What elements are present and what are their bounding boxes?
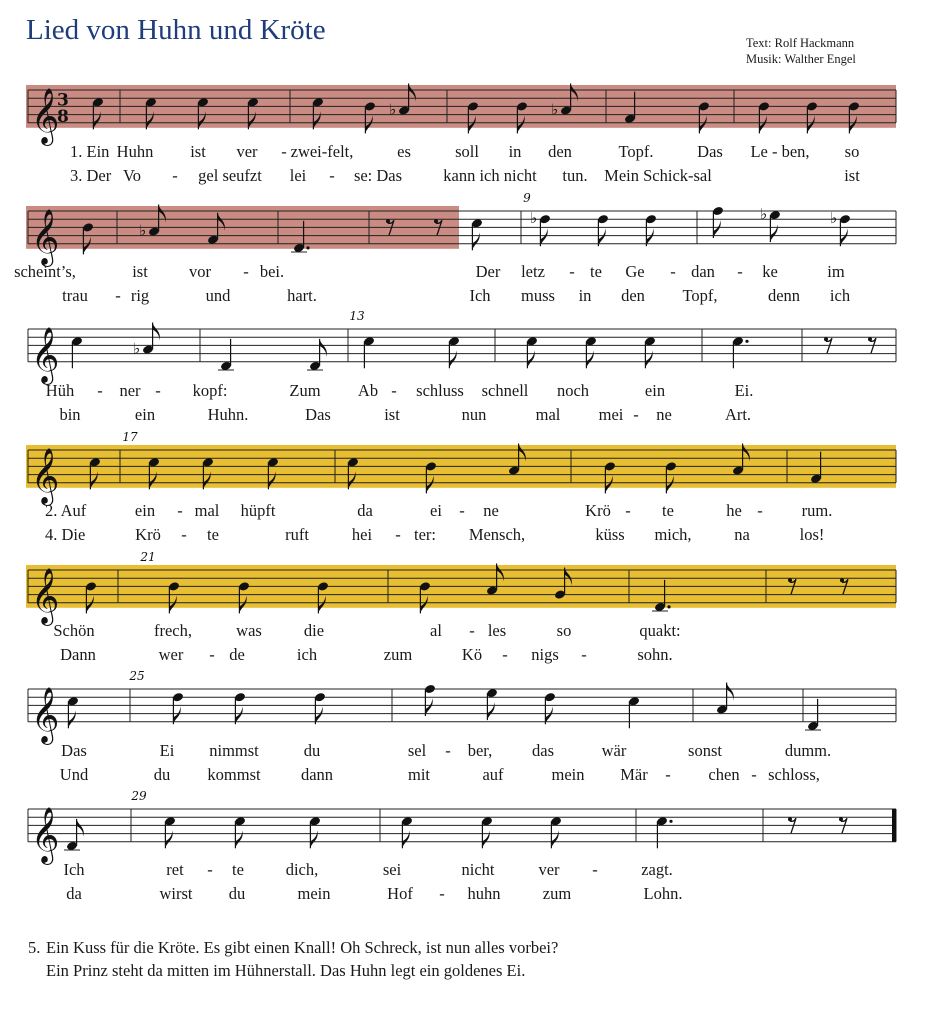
syllable-hyphen: -	[592, 860, 598, 879]
lyric-syllable: zum	[383, 645, 413, 664]
treble-clef-icon: 𝄞	[31, 567, 60, 624]
note	[712, 206, 724, 238]
lyric-line	[0, 381, 927, 401]
lyric-syllable: kommst	[207, 765, 261, 784]
flat-icon: ♭	[133, 339, 141, 358]
lyric-syllable: chen	[708, 765, 740, 784]
lyric-syllable: mal	[194, 501, 220, 520]
lyric-syllable: ruft	[285, 525, 309, 544]
lyric-syllable: al	[430, 621, 442, 640]
staff-svg	[0, 550, 927, 626]
lyric-syllable: Huhn.	[207, 405, 249, 424]
note	[314, 692, 326, 724]
lyric-syllable: gel seufzt	[198, 166, 262, 185]
lyric-syllable: Das	[697, 142, 723, 161]
lyric-syllable: Topf.	[618, 142, 654, 161]
lyric-syllable: den	[621, 286, 645, 305]
lyric-syllable: ich	[829, 286, 851, 305]
lyric-syllable: 3. Der	[70, 166, 112, 185]
verse-5-line-2: Ein Prinz steht da mitten im Hühnerstall. Das Huhn legt ein goldenes Ei.	[46, 961, 526, 980]
music-credit: Musik: Walther Engel	[746, 52, 856, 66]
note	[585, 336, 597, 368]
note	[71, 336, 83, 368]
syllable-hyphen: -	[670, 262, 676, 281]
lyric-syllable: ist	[844, 166, 860, 185]
lyric-syllable: Art.	[724, 405, 752, 424]
staff-system	[0, 191, 927, 265]
syllable-hyphen: -	[633, 405, 639, 424]
note	[234, 692, 246, 724]
note	[234, 816, 246, 848]
lyric-syllable: mich,	[654, 525, 692, 544]
note	[164, 816, 176, 848]
staff-system	[0, 430, 927, 504]
syllable-hyphen: -	[737, 262, 743, 281]
bar-number: 21	[140, 550, 156, 564]
lyric-syllable: hüpft	[240, 501, 276, 520]
lyric-syllable: Krö	[135, 525, 161, 544]
lyric-syllable: ner	[119, 381, 141, 400]
lyric-syllable: es	[397, 142, 411, 161]
syllable-hyphen: -	[391, 381, 397, 400]
lyric-syllable: Mensch,	[468, 525, 526, 544]
treble-clef-icon: 𝄞	[31, 326, 60, 383]
note	[218, 339, 234, 371]
lyric-syllable: in	[508, 142, 522, 161]
lyric-syllable: das	[532, 741, 554, 760]
lyric-syllable: du	[153, 765, 171, 784]
lyric-syllable: ter:	[414, 525, 436, 544]
lyric-syllable: los!	[799, 525, 825, 544]
lyric-syllable: im	[827, 262, 845, 281]
lyric-syllable: Zum	[289, 381, 321, 400]
lyric-syllable: mei	[598, 405, 624, 424]
syllable-hyphen: -	[155, 381, 161, 400]
lyric-syllable: Le - ben,	[750, 142, 810, 161]
syllable-hyphen: -	[207, 860, 213, 879]
flat-icon: ♭	[139, 221, 147, 240]
lyric-syllable: ber,	[467, 741, 493, 760]
bar-number: 25	[129, 669, 145, 683]
staff-svg	[0, 191, 927, 267]
lyric-syllable: 4. Die	[45, 525, 86, 544]
syllable-hyphen: -	[115, 286, 121, 305]
flat-icon: ♭	[530, 209, 538, 228]
lyric-syllable: Das	[61, 741, 87, 760]
lyric-syllable: Lohn.	[643, 884, 683, 903]
note	[401, 816, 413, 848]
lyric-syllable: bin	[59, 405, 81, 424]
lyric-syllable: Dann	[60, 645, 96, 664]
note	[448, 336, 460, 368]
syllable-hyphen: -	[445, 741, 451, 760]
note	[544, 692, 556, 724]
flat-icon: ♭	[551, 100, 559, 119]
lyric-syllable: denn	[767, 286, 801, 305]
note	[481, 816, 493, 848]
lyric-syllable: letz	[521, 262, 545, 281]
lyric-syllable: so	[844, 142, 860, 161]
lyric-line	[0, 741, 927, 761]
lyric-syllable: schluss	[416, 381, 464, 400]
lyric-syllable: mein	[551, 765, 585, 784]
note	[526, 336, 538, 368]
syllable-hyphen: -	[751, 765, 757, 784]
note	[644, 336, 656, 368]
lyric-syllable: dan	[691, 262, 715, 281]
note	[645, 214, 657, 246]
final-bar-line	[892, 809, 896, 842]
lyric-syllable: mit	[407, 765, 431, 784]
lyric-syllable: in	[578, 286, 592, 305]
lyric-syllable: Mär	[620, 765, 648, 784]
lyric-syllable: wär	[601, 741, 627, 760]
time-signature-top: 3	[57, 90, 69, 111]
syllable-hyphen: -	[569, 262, 575, 281]
lyric-syllable: dich,	[285, 860, 319, 879]
bar-number: 29	[131, 789, 147, 803]
staff-system	[0, 309, 927, 383]
syllable-hyphen: -	[395, 525, 401, 544]
syllable-hyphen: -	[97, 381, 103, 400]
syllable-hyphen: -	[469, 621, 475, 640]
lyric-syllable: he	[726, 501, 742, 520]
lyric-line	[0, 884, 927, 904]
bar-number: 17	[122, 430, 138, 444]
syllable-hyphen: -	[329, 166, 335, 185]
lyric-syllable: da	[66, 884, 82, 903]
staff-svg	[0, 70, 927, 146]
note	[805, 699, 821, 731]
treble-clef-icon: 𝄞	[31, 686, 60, 743]
lyric-syllable: noch	[556, 381, 590, 400]
lyric-line	[0, 286, 927, 306]
lyric-syllable: Krö	[585, 501, 611, 520]
lyric-syllable: küss	[595, 525, 625, 544]
lyric-syllable: die	[303, 621, 325, 640]
lyric-syllable: Ei	[159, 741, 175, 760]
note	[363, 336, 375, 368]
lyric-syllable: de	[229, 645, 245, 664]
lyric-syllable: was	[236, 621, 262, 640]
note	[471, 218, 483, 250]
lyric-syllable: dann	[300, 765, 334, 784]
lyric-syllable: se: Das	[353, 166, 403, 185]
lyric-syllable: du	[228, 884, 246, 903]
lyric-syllable: soll	[455, 142, 479, 161]
lyric-syllable: huhn	[467, 884, 501, 903]
lyric-syllable: lei	[289, 166, 307, 185]
credits	[746, 35, 856, 67]
lyric-syllable: kann ich nicht	[443, 166, 537, 185]
lyric-syllable: ne	[656, 405, 672, 424]
lyric-syllable: te	[590, 262, 602, 281]
lyric-syllable: te	[232, 860, 244, 879]
flat-icon: ♭	[389, 100, 397, 119]
lyric-syllable: Mein Schick-sal	[604, 166, 712, 185]
note	[64, 819, 84, 851]
lyric-line	[0, 262, 927, 282]
lyric-syllable: ret	[166, 860, 184, 879]
lyric-syllable: ich	[296, 645, 318, 664]
lyric-syllable: sel	[407, 741, 427, 760]
staff-svg	[0, 789, 927, 865]
lyric-syllable: mal	[535, 405, 561, 424]
syllable-hyphen: -	[665, 765, 671, 784]
lyric-syllable: ist	[190, 142, 206, 161]
lyric-syllable: ist	[384, 405, 400, 424]
lyric-syllable: muss	[521, 286, 555, 305]
verse-5-number: 5.	[28, 938, 41, 957]
note	[628, 696, 640, 728]
lyric-syllable: Ich	[469, 286, 491, 305]
lyric-syllable: Huhn	[116, 142, 154, 161]
syllable-hyphen: -	[243, 262, 249, 281]
syllable-hyphen: -	[172, 166, 178, 185]
lyric-syllable: zum	[542, 884, 572, 903]
lyric-syllable: wirst	[159, 884, 193, 903]
staff-system	[0, 550, 927, 624]
treble-clef-icon: 𝄞	[31, 87, 60, 144]
lyric-syllable: Der	[475, 262, 501, 281]
lyric-syllable: Und	[59, 765, 89, 784]
lyric-syllable: so	[556, 621, 572, 640]
lyric-syllable: ein	[134, 501, 156, 520]
lyric-syllable: Ich	[63, 860, 85, 879]
note	[424, 684, 436, 716]
note	[597, 214, 609, 246]
staff-svg	[0, 669, 927, 745]
lyric-syllable: ne	[483, 501, 499, 520]
lyric-syllable: Ab	[357, 381, 379, 400]
lyric-syllable: ver	[236, 142, 258, 161]
text-credit: Text: Rolf Hackmann	[746, 36, 855, 50]
lyric-syllable: nicht	[461, 860, 495, 879]
lyric-syllable: scheint’s,	[14, 262, 76, 281]
treble-clef-icon: 𝄞	[31, 806, 60, 863]
bar-number: 9	[523, 191, 531, 205]
lyric-syllable: zagt.	[641, 860, 673, 879]
note	[172, 692, 184, 724]
lyric-syllable: ein	[644, 381, 666, 400]
note	[732, 336, 749, 368]
lyric-syllable: mein	[297, 884, 331, 903]
lyric-syllable: rum.	[801, 501, 833, 520]
lyric-syllable: Das	[305, 405, 331, 424]
lyric-syllable: Ge	[625, 262, 645, 281]
lyric-syllable: den	[548, 142, 572, 161]
staff-system	[0, 70, 927, 144]
page-title: Lied von Huhn und Kröte	[26, 14, 326, 46]
lyric-syllable: nimmst	[209, 741, 259, 760]
lyric-line	[0, 645, 927, 665]
lyric-line	[0, 501, 927, 521]
lyric-syllable: 1. Ein	[70, 142, 110, 161]
syllable-hyphen: -	[502, 645, 508, 664]
syllable-hyphen: -	[281, 142, 287, 161]
lyric-syllable: bei.	[259, 262, 285, 281]
lyric-syllable: sei	[382, 860, 402, 879]
syllable-hyphen: -	[439, 884, 445, 903]
lyric-syllable: te	[662, 501, 674, 520]
lyric-syllable: ein	[134, 405, 156, 424]
lyric-syllable: nun	[461, 405, 487, 424]
note	[716, 683, 734, 715]
treble-clef-icon: 𝄞	[31, 447, 60, 504]
note	[307, 339, 327, 371]
lyric-line	[0, 166, 927, 186]
lyric-line	[0, 860, 927, 880]
staff-system	[0, 669, 927, 743]
lyric-syllable: quakt:	[639, 621, 681, 640]
lyric-syllable: ke	[762, 262, 778, 281]
lyric-syllable: und	[205, 286, 231, 305]
syllable-hyphen: -	[181, 525, 187, 544]
lyric-syllable: auf	[482, 765, 504, 784]
lyric-syllable: 2. Auf	[45, 501, 87, 520]
lyric-syllable: wer	[158, 645, 184, 664]
syllable-hyphen: -	[625, 501, 631, 520]
note	[133, 323, 160, 358]
note	[309, 816, 321, 848]
lyric-syllable: Schön	[53, 621, 95, 640]
lyric-syllable: dumm.	[784, 741, 832, 760]
lyric-syllable: ist	[132, 262, 148, 281]
syllable-hyphen: -	[581, 645, 587, 664]
staff-svg	[0, 309, 927, 385]
lyric-syllable: te	[207, 525, 219, 544]
time-signature-bottom: 8	[57, 106, 69, 127]
syllable-hyphen: -	[459, 501, 465, 520]
lyric-syllable: kopf:	[192, 381, 228, 400]
lyric-line	[0, 621, 927, 641]
lyric-syllable: na	[734, 525, 750, 544]
lyric-syllable: schloss,	[768, 765, 820, 784]
lyric-syllable: rig	[130, 286, 150, 305]
flat-icon: ♭	[760, 205, 768, 224]
syllable-hyphen: -	[209, 645, 215, 664]
note	[656, 816, 673, 848]
syllable-hyphen: -	[757, 501, 763, 520]
lyric-syllable: Ei.	[734, 381, 754, 400]
lyric-syllable: hei	[351, 525, 373, 544]
lyric-syllable: trau	[62, 286, 88, 305]
flat-icon: ♭	[830, 209, 838, 228]
lyric-line	[0, 525, 927, 545]
lyric-syllable: Kö	[461, 645, 483, 664]
bar-number: 13	[349, 309, 365, 323]
lyric-syllable: vor	[189, 262, 211, 281]
lyric-syllable: hart.	[287, 286, 317, 305]
lyric-syllable: les	[487, 621, 507, 640]
note	[550, 816, 562, 848]
lyric-syllable: Hüh	[45, 381, 75, 400]
lyric-syllable: ver	[538, 860, 560, 879]
lyric-syllable: du	[303, 741, 321, 760]
lyric-syllable: nigs	[531, 645, 559, 664]
note	[486, 688, 498, 720]
lyric-syllable: sonst	[688, 741, 722, 760]
lyric-syllable: sohn.	[637, 645, 673, 664]
staff-system	[0, 789, 927, 863]
lyric-syllable: frech,	[153, 621, 193, 640]
lyric-syllable: schnell	[481, 381, 529, 400]
lyric-syllable: Topf,	[682, 286, 718, 305]
lyric-syllable: da	[357, 501, 373, 520]
lyric-line	[0, 405, 927, 425]
verse-5	[28, 936, 558, 982]
staff-svg	[0, 430, 927, 506]
verse-5-line-1: Ein Kuss für die Kröte. Es gibt einen Knall! Oh Schreck, ist nun alles vorbei?	[46, 938, 559, 957]
lyric-syllable: Hof	[387, 884, 413, 903]
lyric-line	[0, 765, 927, 785]
lyric-syllable: zwei-felt,	[290, 142, 354, 161]
lyric-syllable: tun.	[562, 166, 588, 185]
lyric-syllable: Vo	[122, 166, 142, 185]
syllable-hyphen: -	[177, 501, 183, 520]
lyric-line	[0, 142, 927, 162]
lyric-syllable: ei	[430, 501, 442, 520]
note	[67, 696, 79, 728]
treble-clef-icon: 𝄞	[31, 208, 60, 265]
